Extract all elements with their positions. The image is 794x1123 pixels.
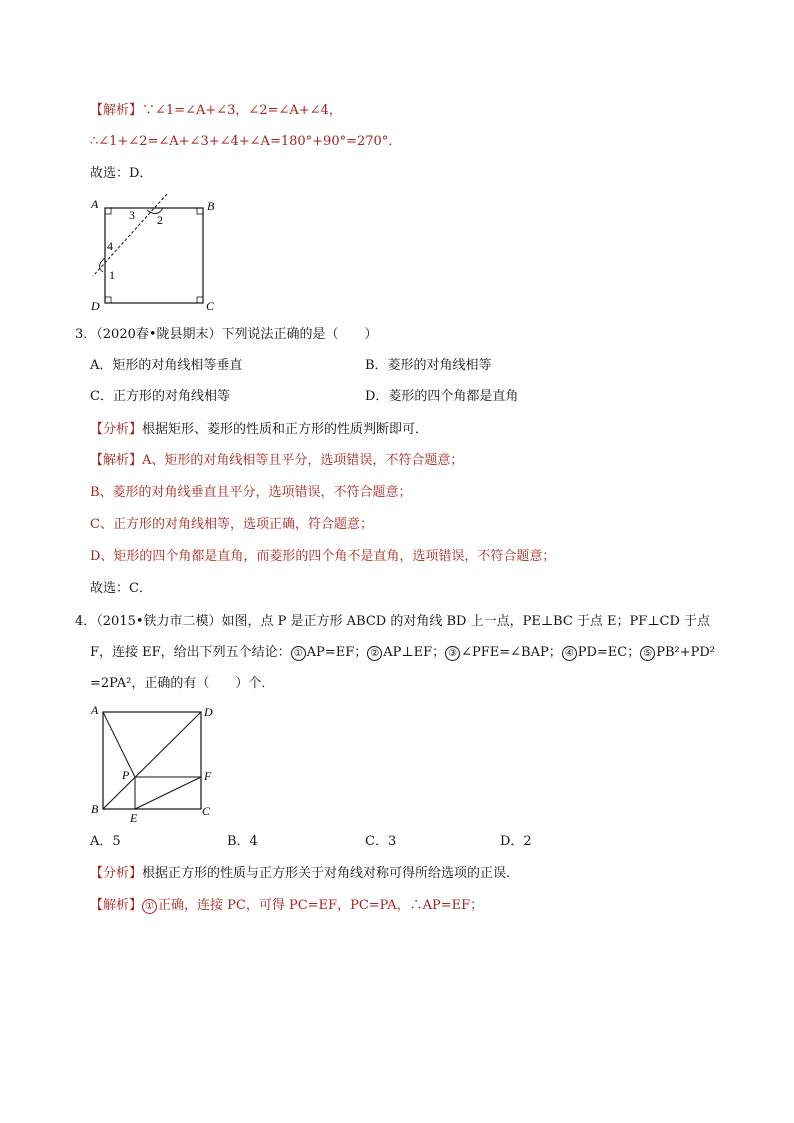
q4-stem-line2: [90, 644, 715, 662]
conclusion-1: AP=EF；: [306, 645, 368, 660]
q3-fenxi: [90, 421, 428, 439]
jiexi-text: A、矩形的对角线相等且平分，选项错误，不符合题意；: [142, 453, 464, 468]
conclusion-5: PB²+PD²: [656, 645, 716, 660]
q3-jiexi-line2: B、菱形的对角线垂直且平分，选项错误，不符合题意；: [90, 485, 412, 500]
angle-arc-1: [99, 258, 105, 272]
q3-option-a: A．矩形的对角线相等垂直: [90, 358, 243, 373]
jiexi-tag: 【解析】: [90, 453, 143, 468]
label-a: A: [91, 197, 99, 211]
q4-option-b: B．4: [227, 834, 258, 849]
circled-number-3: ③: [445, 646, 460, 661]
circled-number-2: ②: [367, 646, 382, 661]
conclusion-2: AP⊥EF；: [383, 645, 446, 660]
q3-jiexi-line3: C、正方形的对角线相等，选项正确，符合题意；: [90, 517, 373, 532]
q3-answer: 故选：C．: [90, 581, 152, 596]
label-e: E: [130, 811, 138, 825]
jiexi-text: ∵∠1=∠A+∠3，∠2=∠A+∠4，: [142, 103, 342, 118]
right-angle-c: [197, 297, 203, 303]
label-3: 3: [129, 208, 135, 222]
conclusion-3: ∠PFE=∠BAP；: [461, 645, 562, 660]
circled-number-5: ⑤: [640, 646, 655, 661]
right-angle-d: [105, 297, 111, 303]
square-abcd: [105, 208, 203, 303]
jiexi-text: 正确，连接 PC，可得 PC=EF，PC=PA，∴AP=EF；: [158, 898, 484, 913]
label-4: 4: [107, 239, 113, 253]
q4-stem-line1: 4．（2015•铁力市二模）如图，点 P 是正方形 ABCD 的对角线 BD 上一点，PE⊥BC 于点 E；PF⊥CD 于点: [75, 614, 711, 629]
q2-jiexi-line1: [90, 102, 342, 120]
q3-option-b: B．菱形的对角线相等: [365, 358, 492, 373]
segment-ap: [103, 712, 135, 777]
q4-option-a: A．5: [90, 834, 121, 849]
label-b: B: [207, 199, 215, 213]
circled-number-1: ①: [291, 646, 306, 661]
q2-square-figure: [85, 192, 225, 317]
q4-option-c: C．3: [365, 834, 397, 849]
dashed-line: [93, 194, 167, 276]
q4-stem-line3: =2PA²，正确的有（ ）个．: [90, 676, 275, 691]
stem-prefix: F，连接 EF，给出下列五个结论：: [90, 645, 291, 660]
circled-number-1: ①: [142, 899, 157, 914]
label-f: F: [204, 769, 212, 783]
label-b: B: [91, 802, 99, 816]
label-2: 2: [157, 213, 163, 227]
q3-option-d: D．菱形的四个角都是直角: [365, 389, 519, 404]
segment-ef: [135, 777, 201, 809]
fenxi-text: 根据正方形的性质与正方形关于对角线对称可得所给选项的正误．: [142, 866, 520, 881]
label-c: C: [202, 804, 211, 818]
label-d: D: [204, 705, 213, 719]
label-1: 1: [109, 268, 115, 282]
jiexi-tag: 【解析】: [90, 898, 143, 913]
right-angle-b: [197, 208, 203, 214]
q4-jiexi: [90, 897, 483, 915]
label-p: P: [122, 768, 130, 782]
diagonal-bd: [103, 712, 201, 809]
label-c: C: [206, 299, 215, 313]
label-d: D: [91, 299, 100, 313]
q2-answer: 故选：D．: [90, 166, 153, 181]
fenxi-tag: 【分析】: [90, 866, 143, 881]
q3-option-c: C．正方形的对角线相等: [90, 389, 230, 404]
q3-jiexi-line4: D、矩形的四个角都是直角，而菱形的四个角不是直角，选项错误，不符合题意；: [90, 549, 556, 564]
q4-fenxi: [90, 865, 519, 883]
right-angle-a: [105, 208, 111, 214]
q4-option-d: D．2: [500, 834, 532, 849]
fenxi-tag: 【分析】: [90, 422, 143, 437]
q4-square-figure: [88, 700, 228, 835]
fenxi-text: 根据矩形、菱形的性质和正方形的性质判断即可．: [142, 422, 429, 437]
circled-number-4: ④: [562, 646, 577, 661]
q3-stem: 3．（2020春•陇县期末）下列说法正确的是（ ）: [75, 327, 378, 342]
q2-jiexi-line2: ∴∠1+∠2=∠A+∠3+∠4+∠A=180°+90°=270°．: [90, 134, 402, 149]
jiexi-tag: 【解析】: [90, 103, 143, 118]
label-a: A: [91, 703, 99, 717]
q3-jiexi-line1: [90, 452, 463, 470]
conclusion-4: PD=EC；: [577, 645, 641, 660]
